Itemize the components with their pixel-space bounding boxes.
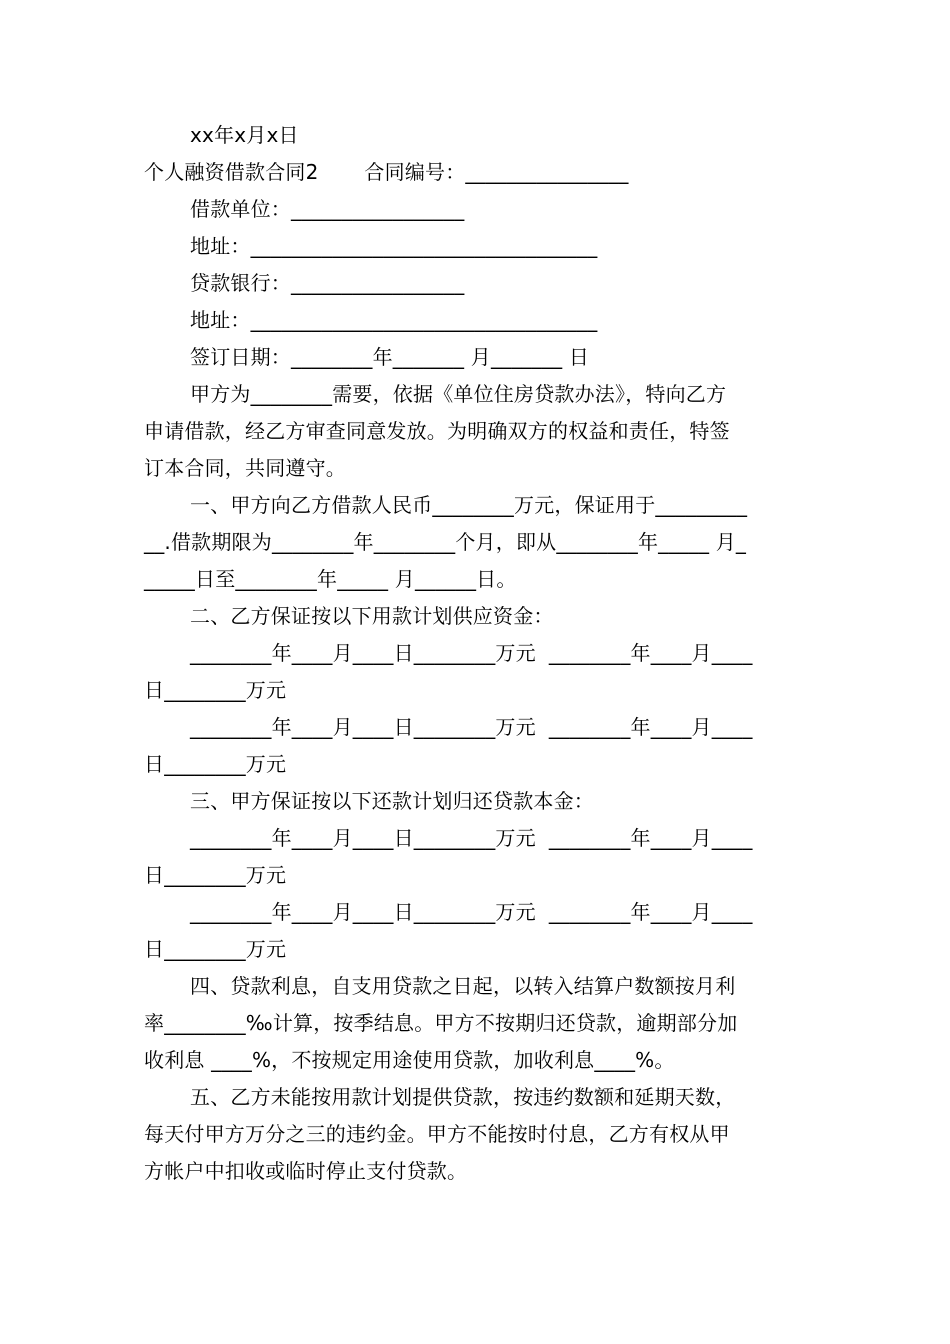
clause-5-line-1: 五、乙方未能按用款计划提供贷款，按违约数额和延期天数， — [190, 1085, 736, 1109]
clause-3-plan-row-1b: 日________万元 — [144, 863, 287, 887]
bank-address-field: 地址：__________________________________ — [190, 308, 598, 332]
preamble-line-2: 申请借款，经乙方审查同意发放。为明确双方的权益和责任，特签 — [144, 419, 730, 443]
header-date: xx年x月x日 — [190, 123, 299, 147]
clause-3-plan-row-2b: 日________万元 — [144, 937, 287, 961]
preamble-line-1: 甲方为________需要，依据《单位住房贷款办法》，特向乙方 — [190, 382, 727, 406]
lending-bank-field: 贷款银行：_________________ — [190, 271, 465, 295]
clause-3-plan-row-1a: ________年____月____日________万元 ________年____月____ — [190, 826, 753, 850]
clause-2-plan-row-2a: ________年____月____日________万元 ________年____月____ — [190, 715, 753, 739]
signing-date-field: 签订日期：________年_______ 月_______ 日 — [190, 345, 590, 369]
clause-1-line-2: __.借款期限为________年________个月，即从________年_____ 月_ — [144, 530, 747, 554]
clause-2-plan-row-2b: 日________万元 — [144, 752, 287, 776]
clause-3-heading: 三、甲方保证按以下还款计划归还贷款本金： — [190, 789, 594, 813]
clause-3-plan-row-2a: ________年____月____日________万元 ________年____月____ — [190, 900, 753, 924]
clause-2-plan-row-1a: ________年____月____日________万元 ________年____月____ — [190, 641, 753, 665]
contract-body — [144, 117, 806, 1190]
clause-5-line-3: 方帐户中扣收或临时停止支付贷款。 — [144, 1159, 468, 1183]
clause-2-plan-row-1b: 日________万元 — [144, 678, 287, 702]
clause-2-heading: 二、乙方保证按以下用款计划供应资金： — [190, 604, 554, 628]
clause-5-line-2: 每天付甲方万分之三的违约金。甲方不能按时付息，乙方有权从甲 — [144, 1122, 730, 1146]
contract-title-number: 个人融资借款合同2 合同编号：________________ — [144, 160, 629, 184]
preamble-line-3: 订本合同，共同遵守。 — [144, 456, 346, 480]
borrower-address-field: 地址：__________________________________ — [190, 234, 598, 258]
clause-4-line-1: 四、贷款利息，自支用贷款之日起，以转入结算户数额按月利 — [190, 974, 736, 998]
borrower-unit-field: 借款单位：_________________ — [190, 197, 465, 221]
clause-1-line-1: 一、甲方向乙方借款人民币________万元，保证用于_________ — [190, 493, 748, 517]
clause-4-line-2: 率________‰计算，按季结息。甲方不按期归还贷款，逾期部分加 — [144, 1011, 738, 1035]
clause-4-line-3: 收利息 ____%，不按规定用途使用贷款，加收利息____%。 — [144, 1048, 675, 1072]
clause-1-line-3: _____日至________年_____ 月______日。 — [144, 567, 517, 591]
